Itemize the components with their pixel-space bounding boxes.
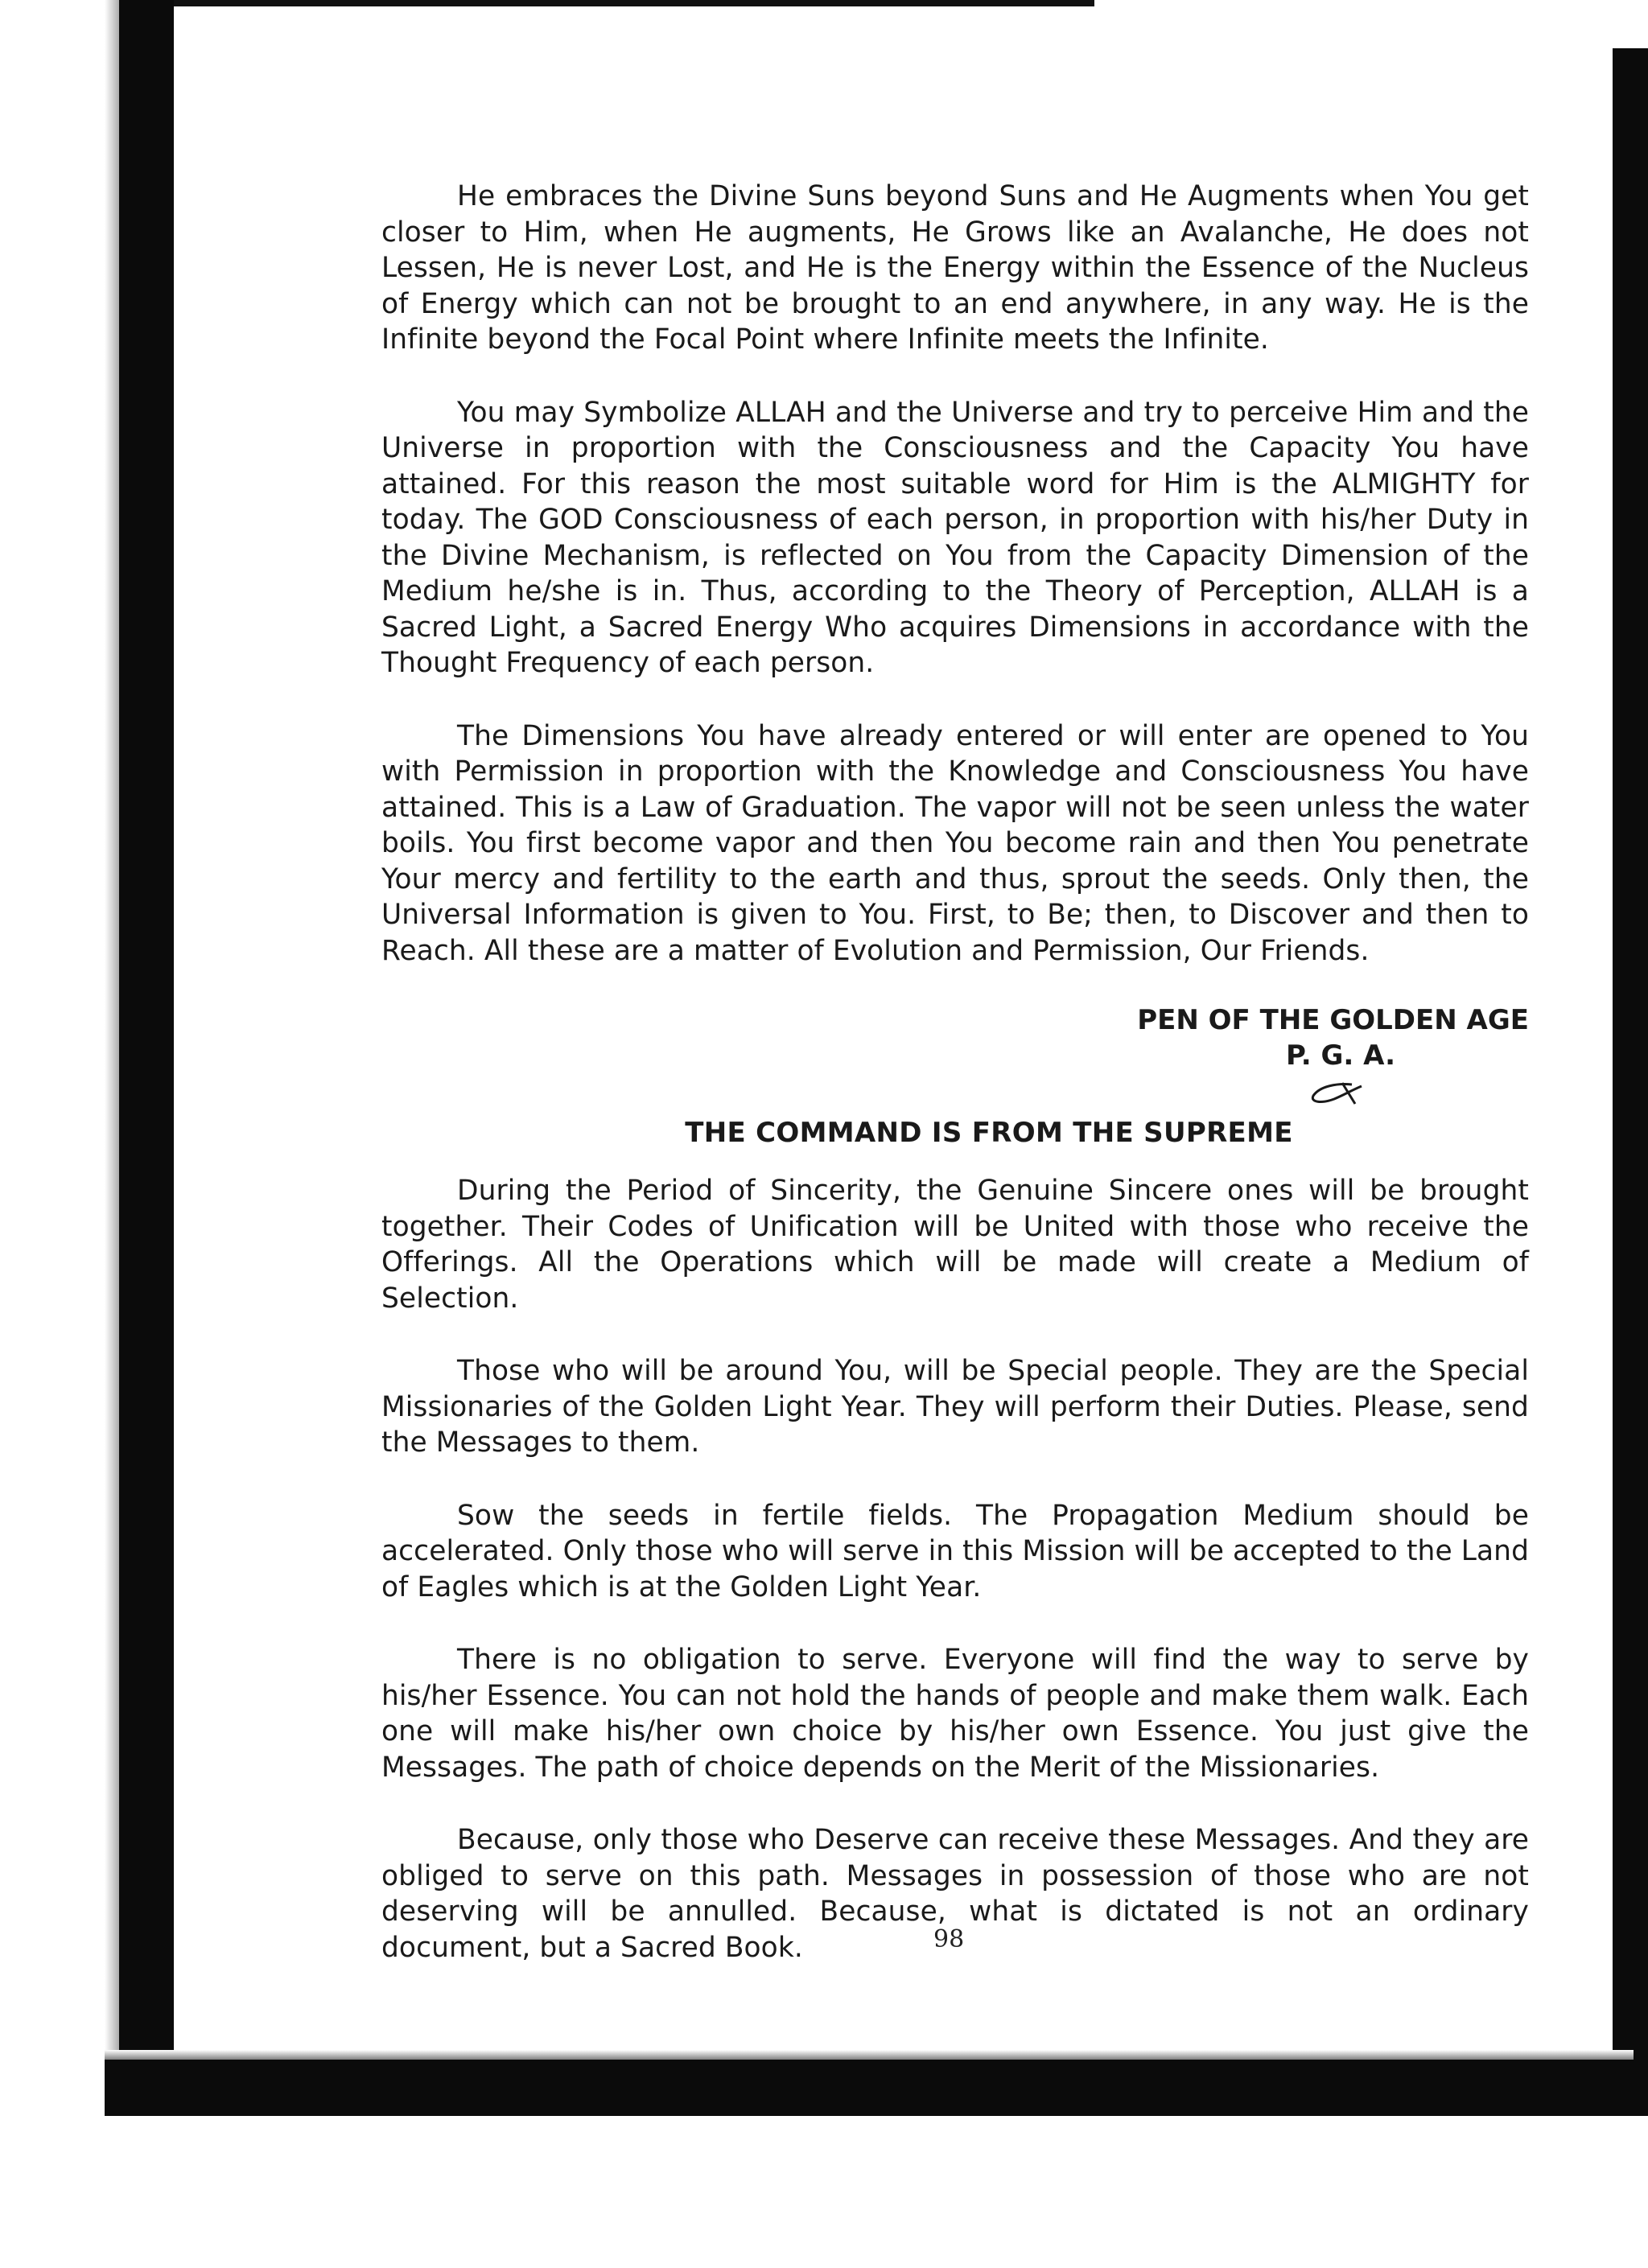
scan-right-edge xyxy=(1613,48,1648,2116)
paragraph: The Dimensions You have already entered or will enter are opened to You with Permission in proportion with the Knowledge and Consciousness You have attained. This is a Law of Graduation. The vapor will not be seen unless the water boils. You first become vapor and then You become rain and then You penetrate Your mercy and fertility to the earth and thus, sprout the seeds. Only then, the Universal Information is given to You. First, to Be; then, to Discover and then to Reach. All these are a matter of Evolution and Permission, Our Friends. xyxy=(381,719,1529,967)
paragraph: Those who will be around You, will be Special people. They are the Special Missionaries of the Golden Light Year. They will perform their Duties. Please, send the Messages to them. xyxy=(381,1355,1529,1459)
signature-block xyxy=(381,1002,1529,1109)
scan-top-edge xyxy=(173,0,1094,6)
scan-bottom-edge xyxy=(105,2060,1648,2116)
scan-left-edge xyxy=(119,0,174,2064)
section-heading: THE COMMAND IS FROM THE SUPREME xyxy=(685,1117,1293,1149)
paragraph: During the Period of Sincerity, the Genuine Sincere ones will be brought together. Their Codes of Unification will be United with those who receive the Offerings. All the Operations which will be made will create a Medium of Selection. xyxy=(381,1175,1529,1315)
page-number: 98 xyxy=(933,1925,965,1953)
paragraph: There is no obligation to serve. Everyone will find the way to serve by his/her Essence. You can not hold the hands of people and make them walk. Each one will make his/her own choice by his/her own Essence. You just give the Messages. The path of choice depends on the Merit of the Missionaries. xyxy=(381,1644,1529,1784)
signature-title: PEN OF THE GOLDEN AGE xyxy=(1137,1004,1529,1036)
paragraph: Sow the seeds in fertile fields. The Propagation Medium should be accelerated. Only those who will serve in this Mission will be accepted to the Land of Eagles which is at the Golden Light Year. xyxy=(381,1499,1529,1603)
page-body xyxy=(381,179,1529,2003)
paragraph: Because, only those who Deserve can receive these Messages. And they are obliged to serve on this path. Messages in possession of those who are not deserving will be annulled. Because, what is dictated is not an ordinary document, but a Sacred Book. xyxy=(381,1824,1529,1964)
paragraph: You may Symbolize ALLAH and the Universe and try to perceive Him and the Universe in proportion with the Consciousness and the Capacity You have attained. For this reason the most suitable word for Him is the ALMIGHTY for today. The GOD Consciousness of each person, in proportion with his/her Duty in the Divine Mechanism, is reflected on You from the Capacity Dimension of the Medium he/she is in. Thus, according to the Theory of Perception, ALLAH is a Sacred Light, a Sacred Energy Who acquires Dimensions in accordance with the Thought Frequency of each person. xyxy=(381,396,1529,679)
signature-initials: P. G. A. xyxy=(1286,1039,1395,1072)
scan-margin-below xyxy=(0,2116,1648,2268)
paragraph: He embraces the Divine Suns beyond Suns and He Augments when You get closer to Him, when He augments, He Grows like an Avalanche, He does not Lessen, He is never Lost, and He is the Energy within the Essence of the Nucleus of Energy which can not be brought to an end anywhere, in any way. He is the Infinite beyond the Focal Point where Infinite meets the Infinite. xyxy=(381,180,1529,356)
signature-mark-icon xyxy=(1305,1076,1370,1109)
